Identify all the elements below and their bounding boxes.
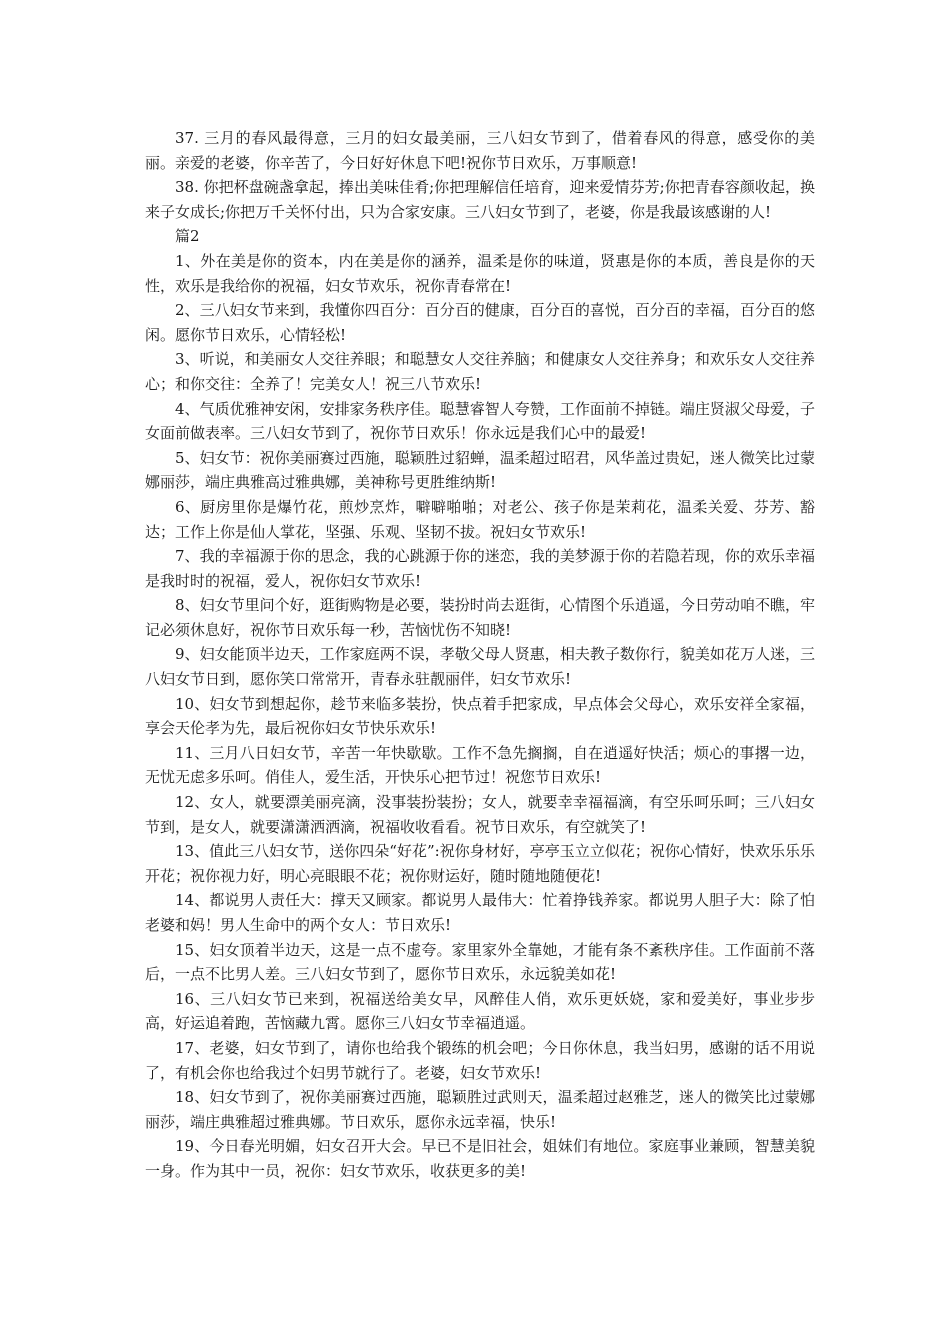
section-heading: 篇2: [175, 227, 200, 246]
paragraph-11: 11、三月八日妇女节，辛苦一年快歇歇。工作不急先搁搁，自在逍遥好快活；烦心的事撂一边，无忧无虑多乐呵。俏佳人，爱生活，开快乐心把节过！祝您节日欢乐!: [145, 743, 815, 787]
paragraph-4: 4、气质优雅神安闲，安排家务秩序佳。聪慧睿智人夸赞，工作面前不掉链。端庄贤淑父母爱，子女面前做表率。三八妇女节到了，祝你节日欢乐！你永远是我们心中的最爱!: [145, 399, 815, 443]
document-body: [145, 126, 815, 1184]
paragraph-14: 14、都说男人责任大：撑天又顾家。都说男人最伟大：忙着挣钱养家。都说男人胆子大：除了怕老婆和妈！男人生命中的两个女人：节日欢乐!: [145, 891, 815, 934]
paragraph-37: 37. 三月的春风最得意，三月的妇女最美丽，三八妇女节到了，借着春风的得意，感受你的美丽。亲爱的老婆，你辛苦了，今日好好休息下吧!祝你节日欢乐，万事顺意!: [145, 129, 815, 172]
paragraph-10: 10、妇女节到想起你，趁节来临多装扮，快点着手把家成，早点体会父母心，欢乐安祥全家福，享会天伦孝为先，最后祝你妇女节快乐欢乐!: [145, 694, 815, 738]
paragraph-38: 38. 你把杯盘碗盏拿起，捧出美味佳肴;你把理解信任培育，迎来爱情芬芳;你把青春容颜收起，换来子女成长;你把万千关怀付出，只为合家安康。三八妇女节到了，老婆，你是我最该感谢的人!: [145, 178, 815, 221]
paragraph-16: 16、三八妇女节已来到，祝福送给美女早，风醉佳人俏，欢乐更妖娆，家和爱美好，事业步步高，好运追着跑，苦恼藏九霄。愿你三八妇女节幸福逍遥。: [145, 989, 815, 1033]
paragraph-3: 3、听说，和美丽女人交往养眼；和聪慧女人交往养脑；和健康女人交往养身；和欢乐女人交往养心；和你交往：全养了！完美女人！祝三八节欢乐!: [145, 350, 815, 393]
paragraph-1: 1、外在美是你的资本，内在美是你的涵养，温柔是你的味道，贤惠是你的本质，善良是你的天性，欢乐是我给你的祝福，妇女节欢乐，祝你青春常在!: [145, 251, 815, 295]
paragraph-17: 17、老婆，妇女节到了，请你也给我个锻练的机会吧；今日你休息，我当妇男，感谢的话不用说了，有机会你也给我过个妇男节就行了。老婆，妇女节欢乐!: [145, 1038, 815, 1082]
paragraph-18: 18、妇女节到了，祝你美丽赛过西施，聪颖胜过武则天，温柔超过赵雅芝，迷人的微笑比过蒙娜丽莎，端庄典雅超过雅典娜。节日欢乐，愿你永远幸福，快乐!: [145, 1088, 815, 1131]
paragraph-12: 12、女人，就要漂美丽亮滴，没事装扮装扮；女人，就要幸幸福福滴，有空乐呵乐呵；三八妇女节到，是女人，就要潇潇洒洒滴，祝福收收看看。祝节日欢乐，有空就笑了!: [145, 793, 815, 836]
paragraph-6: 6、厨房里你是爆竹花，煎炒烹炸，噼噼啪啪；对老公、孩子你是茉莉花，温柔关爱、芬芳、豁达；工作上你是仙人掌花，坚强、乐观、坚韧不拔。祝妇女节欢乐!: [145, 497, 815, 541]
paragraph-5: 5、妇女节：祝你美丽赛过西施，聪颖胜过貂蝉，温柔超过昭君，风华盖过贵妃，迷人微笑比过蒙娜丽莎，端庄典雅高过雅典娜，美神称号更胜维纳斯!: [145, 448, 815, 492]
paragraph-13: 13、值此三八妇女节，送你四朵“好花”:祝你身材好，亭亭玉立立似花；祝你心情好，快欢乐乐乐开花；祝你视力好，明心亮眼眼不花；祝你财运好，随时随地随便花!: [145, 842, 815, 885]
paragraph-8: 8、妇女节里问个好，逛街购物是必要，装扮时尚去逛街，心情图个乐逍遥，今日劳动咱不瞧，牢记必须休息好，祝你节日欢乐每一秒，苦恼忧伤不知晓!: [145, 596, 815, 639]
paragraph-19: 19、今日春光明媚，妇女召开大会。早已不是旧社会，姐妹们有地位。家庭事业兼顾，智慧美貌一身。作为其中一员，祝你：妇女节欢乐，收获更多的美!: [145, 1137, 815, 1180]
paragraph-2: 2、三八妇女节来到，我懂你四百分：百分百的健康，百分百的喜悦，百分百的幸福，百分百的悠闲。愿你节日欢乐，心情轻松!: [145, 301, 815, 344]
paragraph-7: 7、我的幸福源于你的思念，我的心跳源于你的迷恋，我的美梦源于你的若隐若现，你的欢乐幸福是我时时的祝福，爱人，祝你妇女节欢乐!: [145, 547, 815, 590]
paragraph-15: 15、妇女顶着半边天，这是一点不虚夸。家里家外全靠她，才能有条不紊秩序佳。工作面前不落后，一点不比男人差。三八妇女节到了，愿你节日欢乐，永远貌美如花!: [145, 940, 815, 984]
paragraph-9: 9、妇女能顶半边天，工作家庭两不误，孝敬父母人贤惠，相夫教子数你行，貌美如花万人迷，三八妇女节日到，愿你笑口常常开，青春永驻靓丽伴，妇女节欢乐!: [145, 645, 815, 689]
